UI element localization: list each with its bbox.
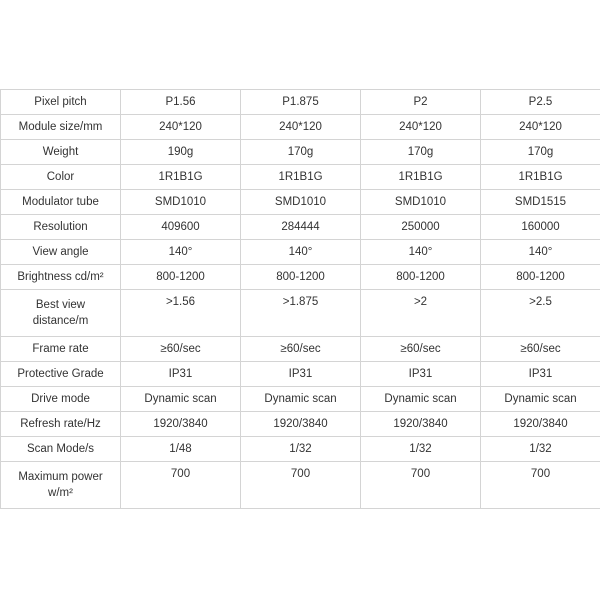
table-cell: >1.56 (121, 290, 241, 337)
table-cell: 1920/3840 (121, 412, 241, 437)
table-cell: 1920/3840 (241, 412, 361, 437)
row-label: Resolution (1, 215, 121, 240)
table-cell: 700 (121, 462, 241, 509)
row-label (1, 462, 121, 509)
spec-table (0, 89, 600, 509)
table-cell: IP31 (481, 362, 600, 387)
table-cell: 250000 (361, 215, 481, 240)
table-cell: 1920/3840 (481, 412, 600, 437)
table-cell: 1/48 (121, 437, 241, 462)
table-cell: Dynamic scan (481, 387, 600, 412)
row-label: Color (1, 165, 121, 190)
table-cell: 1R1B1G (121, 165, 241, 190)
row-label-line: Best view (35, 299, 86, 311)
table-row (1, 140, 600, 165)
row-label: Brightness cd/m² (1, 265, 121, 290)
table-cell: SMD1010 (361, 190, 481, 215)
table-cell: >2.5 (481, 290, 600, 337)
table-cell: ≥60/sec (361, 337, 481, 362)
table-cell: IP31 (241, 362, 361, 387)
row-label (1, 290, 121, 337)
table-cell: Dynamic scan (121, 387, 241, 412)
table-row (1, 165, 600, 190)
row-label: Module size/mm (1, 115, 121, 140)
table-cell: 1/32 (481, 437, 600, 462)
table-row (1, 240, 600, 265)
table-cell: 800-1200 (241, 265, 361, 290)
row-label-line: Maximum power (18, 471, 103, 483)
table-row (1, 290, 600, 337)
table-cell: >1.875 (241, 290, 361, 337)
table-cell: 700 (481, 462, 600, 509)
table-row (1, 115, 600, 140)
table-row (1, 387, 600, 412)
table-cell: 140° (121, 240, 241, 265)
table-row (1, 265, 600, 290)
table-cell: IP31 (361, 362, 481, 387)
row-label: Modulator tube (1, 190, 121, 215)
table-cell: 800-1200 (361, 265, 481, 290)
row-label-line: distance/m (32, 315, 89, 327)
header-cell: P1.875 (241, 90, 361, 115)
header-cell: P2.5 (481, 90, 600, 115)
table-cell: 170g (481, 140, 600, 165)
table-cell: 190g (121, 140, 241, 165)
table-cell: 284444 (241, 215, 361, 240)
table-cell: SMD1515 (481, 190, 600, 215)
table-row (1, 462, 600, 509)
table-cell: 240*120 (481, 115, 600, 140)
row-label: Frame rate (1, 337, 121, 362)
table-cell: 1/32 (241, 437, 361, 462)
table-cell: Dynamic scan (361, 387, 481, 412)
header-cell: P1.56 (121, 90, 241, 115)
table-cell: 240*120 (241, 115, 361, 140)
header-cell: P2 (361, 90, 481, 115)
table-cell: 140° (241, 240, 361, 265)
table-cell: ≥60/sec (481, 337, 600, 362)
table-cell: 800-1200 (481, 265, 600, 290)
table-cell: 170g (361, 140, 481, 165)
row-label: Protective Grade (1, 362, 121, 387)
table-row (1, 215, 600, 240)
table-cell: >2 (361, 290, 481, 337)
table-cell: 800-1200 (121, 265, 241, 290)
table-cell: 140° (361, 240, 481, 265)
table-cell: ≥60/sec (241, 337, 361, 362)
table-cell: 1R1B1G (481, 165, 600, 190)
table-cell: 1/32 (361, 437, 481, 462)
table-cell: SMD1010 (121, 190, 241, 215)
table-cell: ≥60/sec (121, 337, 241, 362)
table-cell: 700 (361, 462, 481, 509)
row-label: Refresh rate/Hz (1, 412, 121, 437)
table-cell: IP31 (121, 362, 241, 387)
table-cell: 240*120 (121, 115, 241, 140)
table-cell: SMD1010 (241, 190, 361, 215)
table-cell: 170g (241, 140, 361, 165)
table-cell: 1920/3840 (361, 412, 481, 437)
table-row (1, 337, 600, 362)
row-label: Pixel pitch (1, 90, 121, 115)
table-cell: 1R1B1G (241, 165, 361, 190)
table-row (1, 437, 600, 462)
header-row (1, 90, 600, 115)
row-label: Weight (1, 140, 121, 165)
table-cell: 1R1B1G (361, 165, 481, 190)
table-cell: Dynamic scan (241, 387, 361, 412)
table-cell: 409600 (121, 215, 241, 240)
table-row (1, 412, 600, 437)
table-cell: 240*120 (361, 115, 481, 140)
table-row (1, 190, 600, 215)
table-row (1, 362, 600, 387)
row-label: View angle (1, 240, 121, 265)
row-label: Drive mode (1, 387, 121, 412)
table-cell: 160000 (481, 215, 600, 240)
table-cell: 700 (241, 462, 361, 509)
table-cell: 140° (481, 240, 600, 265)
row-label-line: w/m² (48, 487, 73, 499)
row-label: Scan Mode/s (1, 437, 121, 462)
